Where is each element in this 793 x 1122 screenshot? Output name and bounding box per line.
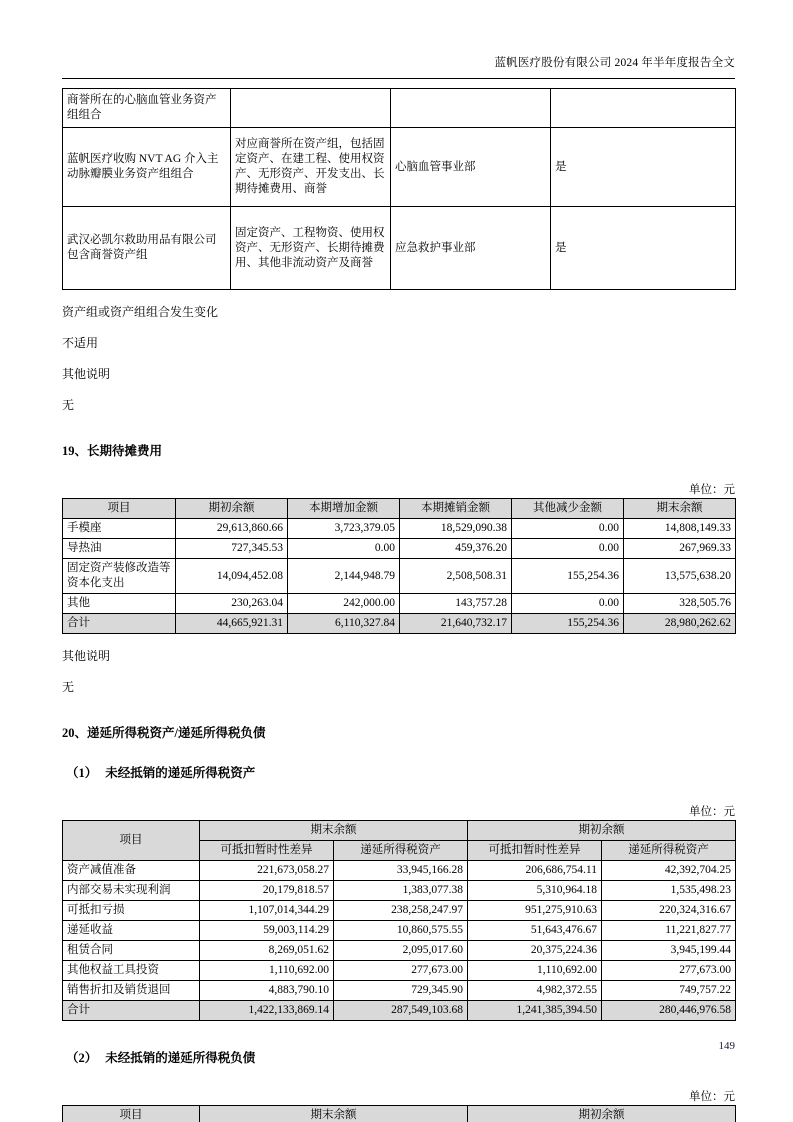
running-header: 蓝帆医疗股份有限公司 2024 年半年度报告全文 [494,57,735,69]
table-row [63,559,736,594]
cell-closing-diff: 1,107,014,344.29 [200,901,334,921]
column-header-other-decrease: 其他减少金额 [512,499,624,519]
row-label: 固定资产装修改造等资本化支出 [63,559,176,594]
cell-opening-dta: 277,673.00 [602,961,736,981]
table-row [63,539,736,559]
column-header-opening-dta: 递延所得税资产 [602,841,736,861]
section-19-other-value: 无 [62,680,75,694]
table-row-total [63,614,736,634]
cell-closing: 13,575,638.20 [624,559,736,594]
row-label: 租赁合同 [63,941,200,961]
asset-group-segment: 心脑血管事业部 [391,128,551,207]
cell-closing-dta: 238,258,247.97 [334,901,468,921]
cell-closing-dta: 729,345.90 [334,981,468,1001]
asset-group-consistent [551,89,736,128]
long-term-prepaid-expenses-table [62,498,736,634]
asset-group-change-value: 不适用 [62,336,99,350]
unoffset-deferred-tax-assets-table [62,820,736,1021]
cell-opening-diff: 4,982,372.55 [468,981,602,1001]
table-row [63,941,736,961]
table-row [63,901,736,921]
cell-opening-dta: 1,535,498.23 [602,881,736,901]
cell-amortization: 459,376.20 [400,539,512,559]
cell-opening-dta: 749,757.22 [602,981,736,1001]
row-label: 合计 [63,614,176,634]
cell-closing-dta: 10,860,575.55 [334,921,468,941]
row-label: 其他 [63,594,176,614]
cell-opening-dta: 3,945,199.44 [602,941,736,961]
section-20-sub2-unit: 单位：元 [689,1091,735,1103]
table-header-row [63,1106,736,1122]
column-header-closing: 期末余额 [624,499,736,519]
asset-group-name: 蓝帆医疗收购 NVT AG 介入主动脉瓣膜业务资产组组合 [63,128,231,207]
column-header-opening: 期初余额 [468,1106,736,1122]
column-header-amortization: 本期摊销金额 [400,499,512,519]
column-header-closing-group: 期末余额 [200,821,468,841]
row-label: 导热油 [63,539,176,559]
cell-closing: 267,969.33 [624,539,736,559]
row-label: 合计 [63,1001,200,1021]
asset-group-name: 武汉必凯尔救助用品有限公司包含商誉资产组 [63,207,231,290]
table-row [63,961,736,981]
section-20-sub1-unit: 单位：元 [689,806,735,818]
column-header-closing-deductible-diff: 可抵扣暂时性差异 [200,841,334,861]
asset-group-consistent: 是 [551,128,736,207]
table-header-row [63,499,736,519]
cell-closing-diff: 4,883,790.10 [200,981,334,1001]
sub2-number: （2） [66,1051,98,1065]
cell-increase: 6,110,327.84 [288,614,400,634]
cell-opening-dta: 42,392,704.25 [602,861,736,881]
section-19-unit: 单位：元 [689,484,735,496]
column-header-opening-group: 期初余额 [468,821,736,841]
cell-other-decrease: 0.00 [512,539,624,559]
section-20-sub1-heading [62,764,735,782]
table-row [63,207,736,290]
cell-other-decrease: 0.00 [512,594,624,614]
column-header-opening-deductible-diff: 可抵扣暂时性差异 [468,841,602,861]
cell-increase: 0.00 [288,539,400,559]
section-19-heading: 19、长期待摊费用 [62,444,163,458]
cell-opening: 44,665,921.31 [176,614,288,634]
table-row [63,594,736,614]
table-row [63,861,736,881]
row-label: 销售折扣及销货退回 [63,981,200,1001]
asset-group-change-label: 资产组或资产组组合发生变化 [62,305,219,319]
column-header-item: 项目 [63,499,176,519]
sub1-number: （1） [66,766,98,780]
cell-closing-diff: 1,110,692.00 [200,961,334,981]
table-row [63,881,736,901]
cell-opening-diff: 20,375,224.36 [468,941,602,961]
table-row [63,128,736,207]
cell-increase: 2,144,948.79 [288,559,400,594]
cell-closing-dta: 277,673.00 [334,961,468,981]
column-header-closing: 期末余额 [200,1106,468,1122]
cell-opening: 29,613,860.66 [176,519,288,539]
cell-closing: 328,505.76 [624,594,736,614]
cell-other-decrease: 0.00 [512,519,624,539]
cell-opening-dta: 11,221,827.77 [602,921,736,941]
asset-group-segment: 应急救护事业部 [391,207,551,290]
cell-opening-diff: 5,310,964.18 [468,881,602,901]
cell-opening-dta: 220,324,316.67 [602,901,736,921]
asset-group-name: 商誉所在的心脑血管业务资产组组合 [63,89,231,128]
cell-opening-dta: 280,446,976.58 [602,1001,736,1021]
goodwill-asset-group-table [62,88,736,290]
column-header-closing-dta: 递延所得税资产 [334,841,468,861]
sub1-title: 未经抵销的递延所得税资产 [105,766,256,780]
cell-opening-diff: 51,643,476.67 [468,921,602,941]
cell-other-decrease: 155,254.36 [512,614,624,634]
column-header-increase: 本期增加金额 [288,499,400,519]
cell-amortization: 2,508,508.31 [400,559,512,594]
cell-increase: 242,000.00 [288,594,400,614]
cell-increase: 3,723,379.05 [288,519,400,539]
asset-group-composition: 固定资产、工程物资、使用权资产、无形资产、长期待摊费用、其他非流动资产及商誉 [231,207,391,290]
page-number: 149 [718,1040,735,1052]
cell-closing-diff: 8,269,051.62 [200,941,334,961]
asset-group-segment [391,89,551,128]
column-header-item: 项目 [63,821,200,861]
row-label: 手模座 [63,519,176,539]
table-row [63,89,736,128]
table-row [63,519,736,539]
cell-closing-dta: 2,095,017.60 [334,941,468,961]
table-header-row-group [63,821,736,841]
goodwill-other-note-label: 其他说明 [62,367,111,381]
column-header-item: 项目 [63,1106,200,1122]
row-label: 可抵扣亏损 [63,901,200,921]
asset-group-composition [231,89,391,128]
table-row [63,921,736,941]
cell-closing-diff: 221,673,058.27 [200,861,334,881]
sub2-title: 未经抵销的递延所得税负债 [105,1051,256,1065]
cell-opening-diff: 206,686,754.11 [468,861,602,881]
cell-opening-diff: 1,110,692.00 [468,961,602,981]
section-19-other-label: 其他说明 [62,649,111,663]
cell-other-decrease: 155,254.36 [512,559,624,594]
asset-group-composition: 对应商誉所在资产组，包括固定资产、在建工程、使用权资产、无形资产、开发支出、长期待摊费用、商誉 [231,128,391,207]
cell-closing-dta: 1,383,077.38 [334,881,468,901]
cell-closing-diff: 1,422,133,869.14 [200,1001,334,1021]
header-rule [62,78,735,79]
unoffset-deferred-tax-liabilities-table [62,1105,736,1122]
cell-opening: 727,345.53 [176,539,288,559]
cell-amortization: 18,529,090.38 [400,519,512,539]
cell-opening: 14,094,452.08 [176,559,288,594]
row-label: 其他权益工具投资 [63,961,200,981]
column-header-opening: 期初余额 [176,499,288,519]
cell-opening-diff: 1,241,385,394.50 [468,1001,602,1021]
cell-closing-dta: 287,549,103.68 [334,1001,468,1021]
goodwill-other-note-value: 无 [62,398,75,412]
cell-opening: 230,263.04 [176,594,288,614]
table-row [63,981,736,1001]
asset-group-consistent: 是 [551,207,736,290]
cell-amortization: 143,757.28 [400,594,512,614]
section-20-sub2-heading [62,1049,735,1067]
cell-closing-diff: 20,179,818.57 [200,881,334,901]
row-label: 递延收益 [63,921,200,941]
page-content [62,88,735,1122]
cell-closing: 28,980,262.62 [624,614,736,634]
row-label: 内部交易未实现利润 [63,881,200,901]
section-20-heading: 20、递延所得税资产/递延所得税负债 [62,726,266,740]
cell-closing-diff: 59,003,114.29 [200,921,334,941]
table-row-total [63,1001,736,1021]
cell-closing: 14,808,149.33 [624,519,736,539]
cell-amortization: 21,640,732.17 [400,614,512,634]
row-label: 资产减值准备 [63,861,200,881]
cell-opening-diff: 951,275,910.63 [468,901,602,921]
cell-closing-dta: 33,945,166.28 [334,861,468,881]
